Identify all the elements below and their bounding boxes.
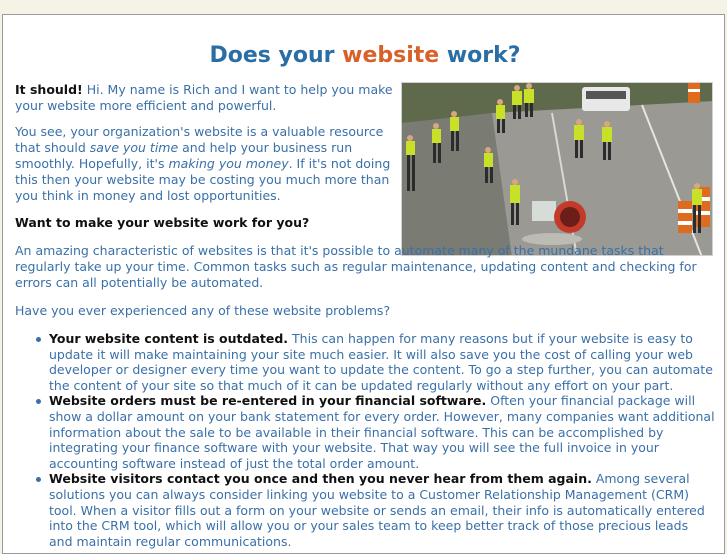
list-item — [49, 331, 715, 393]
problem-lead: Website orders must be re-entered in your financial software. — [49, 393, 487, 409]
value-text-emphasis-1: save you time — [89, 140, 179, 155]
value-paragraph — [15, 124, 399, 204]
title-part-1: Does your — [209, 43, 343, 68]
value-text-c: and help your business run smoothly. Hopefully, it's — [15, 140, 353, 171]
title-accent: website — [342, 43, 440, 68]
problem-text: Often your financial package will show a dollar amount on your bank statement for every order. However, many companies want additional information about the sale to be available in their financial software. This can be accomplished by integrating your finance software with your website. That way you will see the full invoice in your accounting software instead of just the total order amount. — [49, 393, 715, 471]
problem-text: Among several solutions you can always consider linking you website to a Customer Relationship Management (CRM) tool. When a visitor fills out a form on your website or sends an email, their info is automatically entered into the CRM tool, which will allow you or your sales team to keep better track of those precious leads and maintain regular communications. — [49, 471, 705, 549]
subheading: Want to make your website work for you? — [15, 215, 310, 230]
value-text-e: . If it's not doing this then your website may be costing you much more than you think in money and lost opportunities. — [15, 156, 391, 203]
list-item — [49, 471, 715, 549]
construction-workers-photo — [401, 82, 713, 256]
content-panel — [2, 14, 725, 554]
problems-list — [15, 331, 715, 549]
page-title — [15, 43, 715, 69]
automation-text: An amazing characteristic of websites is that it's possible to automate many of the mundane tasks that regularly take up your time. Common tasks such as regular maintenance, updating content and checking for errors can all potentially be automated. — [15, 243, 697, 290]
value-text-emphasis-2: making you money — [168, 156, 289, 171]
intro-lead: It should! — [15, 82, 83, 97]
intro-paragraph — [15, 82, 395, 114]
intro-text: Hi. My name is Rich and I want to help you make your website more efficient and powerful. — [15, 82, 393, 113]
title-part-2: work? — [439, 43, 521, 68]
automation-paragraph — [15, 243, 715, 291]
problems-question: Have you ever experienced any of these website problems? — [15, 303, 391, 318]
value-text-a: You see, your organization's website is a valuable resource that should — [15, 124, 384, 155]
problem-lead: Your website content is outdated. — [49, 331, 289, 346]
list-item — [49, 393, 715, 471]
problem-text: This can happen for many reasons but if your website is easy to update it will make maintaining your site much easier. It will also save you the cost of calling your web developer or designer every time you want to update the content. To go a step further, you can automate the content of your site so that much of it can be updated regularly without any effort on your part. — [49, 331, 713, 393]
problem-lead: Website visitors contact you once and then you never hear from them again. — [49, 471, 592, 487]
